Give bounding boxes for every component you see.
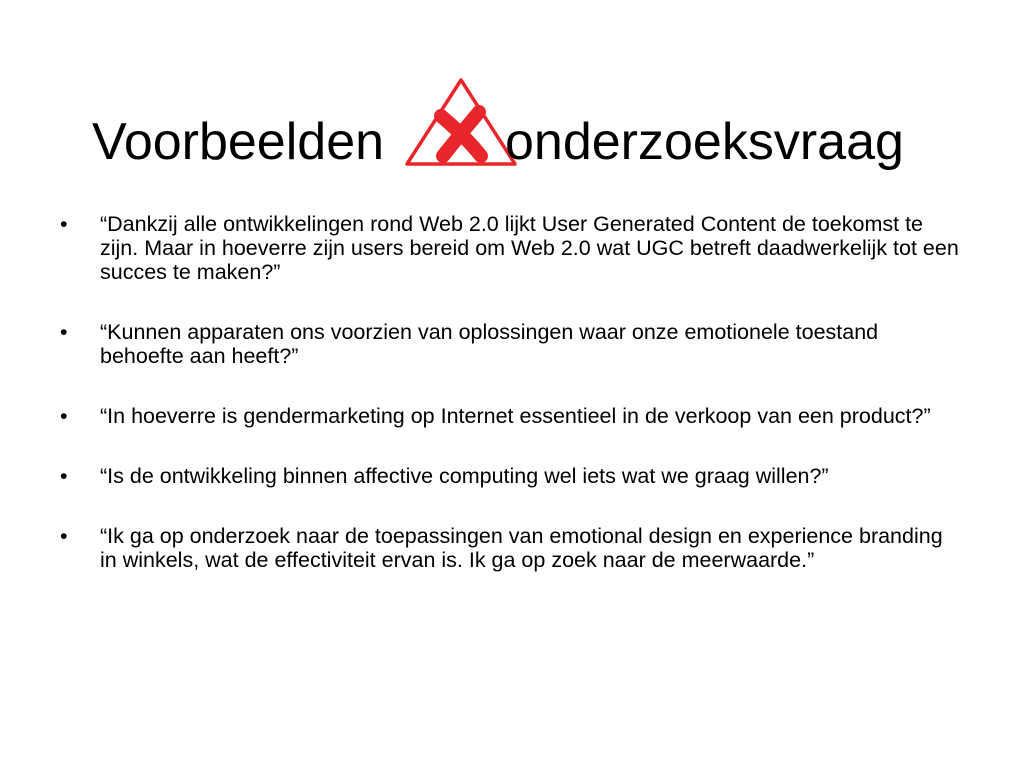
bullet-marker: •	[60, 320, 68, 344]
title-text-right: onderzoeksvraag	[505, 113, 904, 171]
bullet-marker: •	[60, 464, 68, 488]
bullet-item	[60, 524, 960, 572]
bullet-item	[60, 404, 960, 428]
bullet-text: “In hoeverre is gendermarketing op Internet essentieel in de verkoop van een product?”	[100, 404, 931, 428]
bullet-item	[60, 320, 960, 368]
bullet-item	[60, 464, 960, 488]
bullet-marker: •	[60, 212, 68, 236]
bullet-text: “Ik ga op onderzoek naar de toepassingen van emotional design en experience branding in winkels, wat de effectiviteit ervan is. Ik ga op zoek naar de meerwaarde.”	[100, 524, 943, 572]
title-text-left: Voorbeelden	[92, 113, 385, 171]
bullet-marker: •	[60, 404, 68, 428]
bullet-item	[60, 212, 960, 284]
slide-title	[0, 100, 1024, 190]
bullet-text: “Is de ontwikkeling binnen affective computing wel iets wat we graag willen?”	[100, 464, 829, 488]
bullet-list	[60, 212, 960, 572]
bullet-text: “Kunnen apparaten ons voorzien van oplossingen waar onze emotionele toestand behoefte aan heeft?”	[100, 320, 879, 368]
bullet-marker: •	[60, 524, 68, 548]
bullet-text: “Dankzij alle ontwikkelingen rond Web 2.0 lijkt User Generated Content de toekomst te zijn. Maar in hoeverre zijn users bereid om Web 2.0 wat UGC betreft daadwerkelijk tot een succes te maken?”	[100, 212, 959, 284]
